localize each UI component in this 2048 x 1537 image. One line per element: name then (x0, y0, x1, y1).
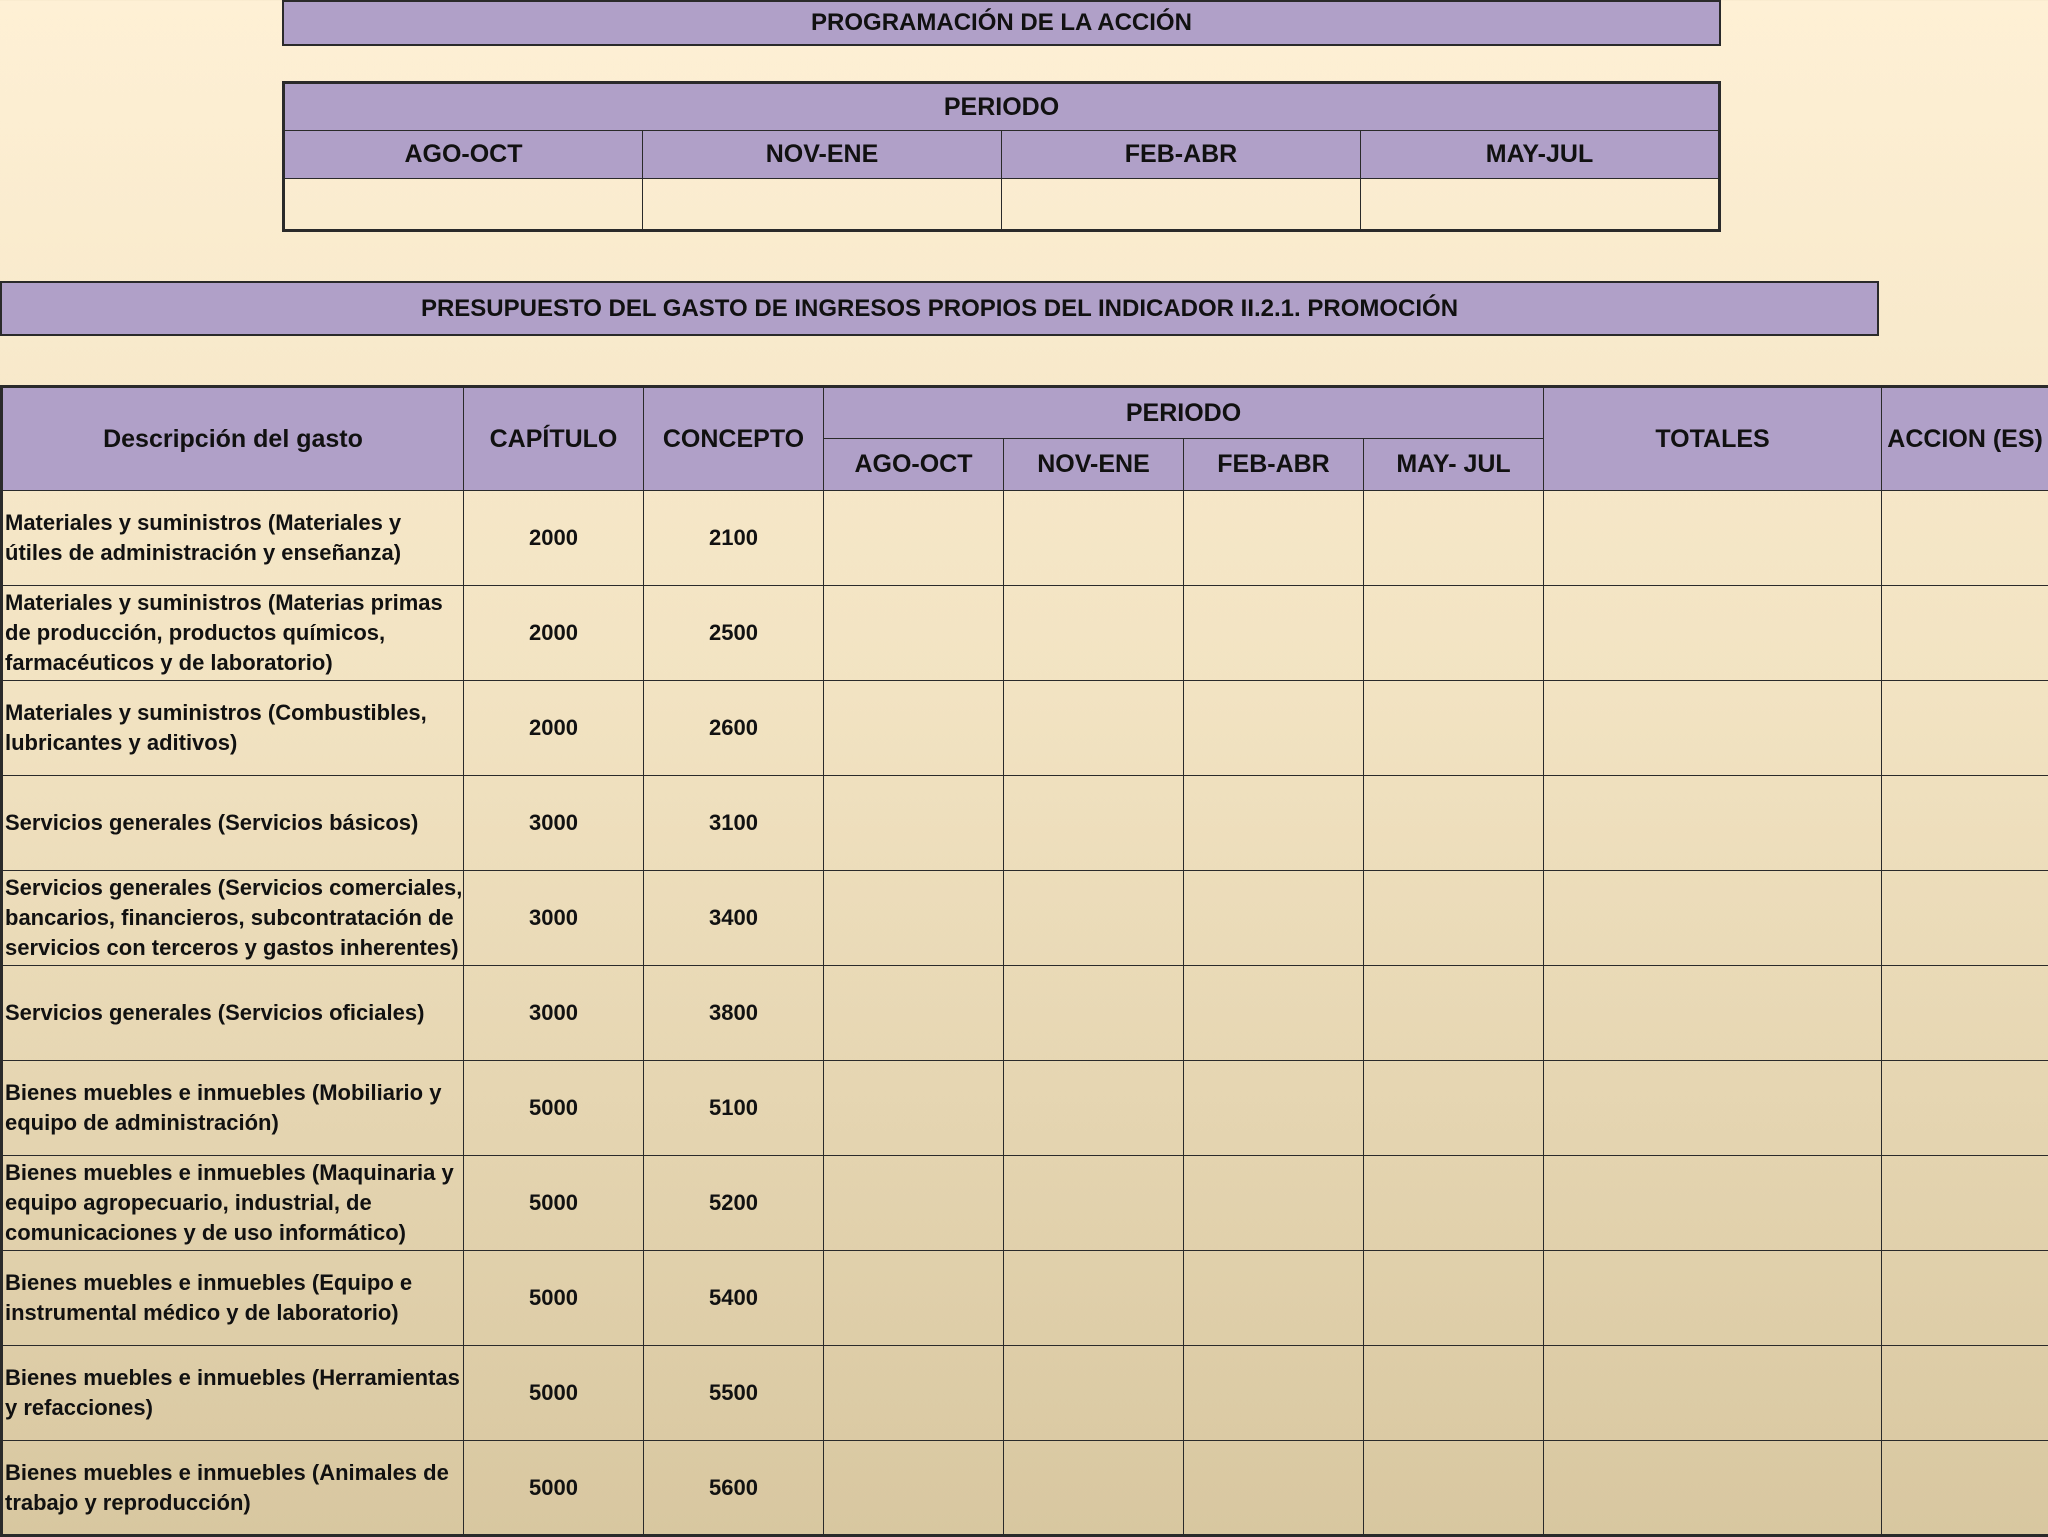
cell-feb-abr[interactable] (1184, 871, 1364, 966)
row-descripcion: Bienes muebles e inmuebles (Herramientas y refacciones) (2, 1346, 464, 1441)
row-capitulo: 2000 (464, 491, 644, 586)
cell-may-jul[interactable] (1364, 586, 1544, 681)
cell-feb-abr[interactable] (1184, 681, 1364, 776)
cell-totales[interactable] (1544, 871, 1882, 966)
cell-ago-oct[interactable] (824, 1346, 1004, 1441)
cell-may-jul[interactable] (1364, 776, 1544, 871)
cell-acciones[interactable] (1882, 966, 2048, 1061)
table-row (2, 491, 2048, 586)
table-row (2, 681, 2048, 776)
row-capitulo: 3000 (464, 966, 644, 1061)
table-row (2, 966, 2048, 1061)
cell-feb-abr[interactable] (1184, 1251, 1364, 1346)
programacion-cell[interactable] (284, 179, 643, 231)
cell-may-jul[interactable] (1364, 491, 1544, 586)
cell-acciones[interactable] (1882, 1441, 2048, 1536)
header-period: AGO-OCT (824, 439, 1004, 491)
table-row (2, 1061, 2048, 1156)
programacion-period-header: FEB-ABR (1002, 131, 1361, 179)
row-concepto: 2100 (644, 491, 824, 586)
presupuesto-title: PRESUPUESTO DEL GASTO DE INGRESOS PROPIOS DEL INDICADOR II.2.1. PROMOCIÓN (0, 281, 1879, 336)
cell-feb-abr[interactable] (1184, 1061, 1364, 1156)
cell-ago-oct[interactable] (824, 871, 1004, 966)
table-row (2, 1251, 2048, 1346)
cell-feb-abr[interactable] (1184, 966, 1364, 1061)
row-descripcion: Bienes muebles e inmuebles (Maquinaria y equipo agropecuario, industrial, de comunicaciones y de uso informático) (2, 1156, 464, 1251)
cell-may-jul[interactable] (1364, 1251, 1544, 1346)
cell-acciones[interactable] (1882, 586, 2048, 681)
cell-totales[interactable] (1544, 681, 1882, 776)
cell-may-jul[interactable] (1364, 1061, 1544, 1156)
cell-may-jul[interactable] (1364, 681, 1544, 776)
row-descripcion: Servicios generales (Servicios comerciales, bancarios, financieros, subcontratación de servicios con terceros y gastos inherentes) (2, 871, 464, 966)
cell-acciones[interactable] (1882, 1061, 2048, 1156)
cell-nov-ene[interactable] (1004, 966, 1184, 1061)
table-row (2, 1346, 2048, 1441)
programacion-cell[interactable] (1361, 179, 1720, 231)
cell-acciones[interactable] (1882, 776, 2048, 871)
cell-ago-oct[interactable] (824, 586, 1004, 681)
row-concepto: 3100 (644, 776, 824, 871)
cell-ago-oct[interactable] (824, 491, 1004, 586)
row-capitulo: 5000 (464, 1346, 644, 1441)
cell-ago-oct[interactable] (824, 1441, 1004, 1536)
row-descripcion: Servicios generales (Servicios básicos) (2, 776, 464, 871)
row-concepto: 3400 (644, 871, 824, 966)
row-capitulo: 5000 (464, 1441, 644, 1536)
row-concepto: 5400 (644, 1251, 824, 1346)
cell-feb-abr[interactable] (1184, 1441, 1364, 1536)
header-period: NOV-ENE (1004, 439, 1184, 491)
programacion-title: PROGRAMACIÓN DE LA ACCIÓN (282, 0, 1721, 46)
cell-totales[interactable] (1544, 1441, 1882, 1536)
cell-totales[interactable] (1544, 1251, 1882, 1346)
row-concepto: 5200 (644, 1156, 824, 1251)
cell-acciones[interactable] (1882, 681, 2048, 776)
cell-may-jul[interactable] (1364, 966, 1544, 1061)
row-descripcion: Bienes muebles e inmuebles (Mobiliario y equipo de administración) (2, 1061, 464, 1156)
cell-nov-ene[interactable] (1004, 586, 1184, 681)
row-descripcion: Bienes muebles e inmuebles (Equipo e instrumental médico y de laboratorio) (2, 1251, 464, 1346)
programacion-cell[interactable] (643, 179, 1002, 231)
cell-may-jul[interactable] (1364, 871, 1544, 966)
programacion-period-header: MAY-JUL (1361, 131, 1720, 179)
cell-ago-oct[interactable] (824, 1251, 1004, 1346)
cell-nov-ene[interactable] (1004, 1441, 1184, 1536)
cell-acciones[interactable] (1882, 871, 2048, 966)
cell-totales[interactable] (1544, 776, 1882, 871)
cell-acciones[interactable] (1882, 1346, 2048, 1441)
header-periodo: PERIODO (824, 387, 1544, 439)
row-capitulo: 2000 (464, 681, 644, 776)
cell-nov-ene[interactable] (1004, 776, 1184, 871)
cell-ago-oct[interactable] (824, 681, 1004, 776)
table-row (2, 871, 2048, 966)
table-row (2, 1156, 2048, 1251)
cell-totales[interactable] (1544, 586, 1882, 681)
cell-nov-ene[interactable] (1004, 1346, 1184, 1441)
row-capitulo: 5000 (464, 1061, 644, 1156)
cell-ago-oct[interactable] (824, 966, 1004, 1061)
table-row (2, 1441, 2048, 1536)
row-capitulo: 5000 (464, 1156, 644, 1251)
cell-may-jul[interactable] (1364, 1346, 1544, 1441)
row-capitulo: 3000 (464, 871, 644, 966)
cell-ago-oct[interactable] (824, 776, 1004, 871)
programacion-periodo-header: PERIODO (284, 83, 1720, 131)
cell-nov-ene[interactable] (1004, 1061, 1184, 1156)
table-row (2, 586, 2048, 681)
row-descripcion: Bienes muebles e inmuebles (Animales de trabajo y reproducción) (2, 1441, 464, 1536)
row-descripcion: Materiales y suministros (Combustibles, lubricantes y aditivos) (2, 681, 464, 776)
cell-feb-abr[interactable] (1184, 776, 1364, 871)
row-descripcion: Materiales y suministros (Materiales y útiles de administración y enseñanza) (2, 491, 464, 586)
header-capitulo: CAPÍTULO (464, 387, 644, 491)
cell-ago-oct[interactable] (824, 1156, 1004, 1251)
cell-nov-ene[interactable] (1004, 871, 1184, 966)
row-concepto: 5600 (644, 1441, 824, 1536)
cell-feb-abr[interactable] (1184, 1346, 1364, 1441)
cell-nov-ene[interactable] (1004, 1156, 1184, 1251)
row-descripcion: Servicios generales (Servicios oficiales) (2, 966, 464, 1061)
header-totales: TOTALES (1544, 387, 1882, 491)
table-row (2, 776, 2048, 871)
cell-totales[interactable] (1544, 1061, 1882, 1156)
cell-may-jul[interactable] (1364, 1441, 1544, 1536)
cell-nov-ene[interactable] (1004, 491, 1184, 586)
cell-acciones[interactable] (1882, 1156, 2048, 1251)
programacion-cell[interactable] (1002, 179, 1361, 231)
cell-nov-ene[interactable] (1004, 681, 1184, 776)
header-period: MAY- JUL (1364, 439, 1544, 491)
row-concepto: 5100 (644, 1061, 824, 1156)
row-concepto: 2600 (644, 681, 824, 776)
programacion-table (282, 81, 1721, 232)
cell-totales[interactable] (1544, 966, 1882, 1061)
cell-totales[interactable] (1544, 1156, 1882, 1251)
programacion-period-header: AGO-OCT (284, 131, 643, 179)
header-concepto: CONCEPTO (644, 387, 824, 491)
header-descripcion: Descripción del gasto (2, 387, 464, 491)
cell-totales[interactable] (1544, 491, 1882, 586)
row-capitulo: 5000 (464, 1251, 644, 1346)
cell-totales[interactable] (1544, 1346, 1882, 1441)
row-concepto: 3800 (644, 966, 824, 1061)
budget-table (0, 385, 2048, 1537)
cell-nov-ene[interactable] (1004, 1251, 1184, 1346)
row-capitulo: 2000 (464, 586, 644, 681)
cell-may-jul[interactable] (1364, 1156, 1544, 1251)
cell-acciones[interactable] (1882, 1251, 2048, 1346)
cell-feb-abr[interactable] (1184, 586, 1364, 681)
cell-feb-abr[interactable] (1184, 1156, 1364, 1251)
cell-ago-oct[interactable] (824, 1061, 1004, 1156)
row-concepto: 2500 (644, 586, 824, 681)
programacion-period-header: NOV-ENE (643, 131, 1002, 179)
header-period: FEB-ABR (1184, 439, 1364, 491)
cell-acciones[interactable] (1882, 491, 2048, 586)
row-concepto: 5500 (644, 1346, 824, 1441)
cell-feb-abr[interactable] (1184, 491, 1364, 586)
row-descripcion: Materiales y suministros (Materias primas de producción, productos químicos, farmacéuticos y de laboratorio) (2, 586, 464, 681)
header-acciones: ACCION (ES) (1882, 387, 2048, 491)
row-capitulo: 3000 (464, 776, 644, 871)
